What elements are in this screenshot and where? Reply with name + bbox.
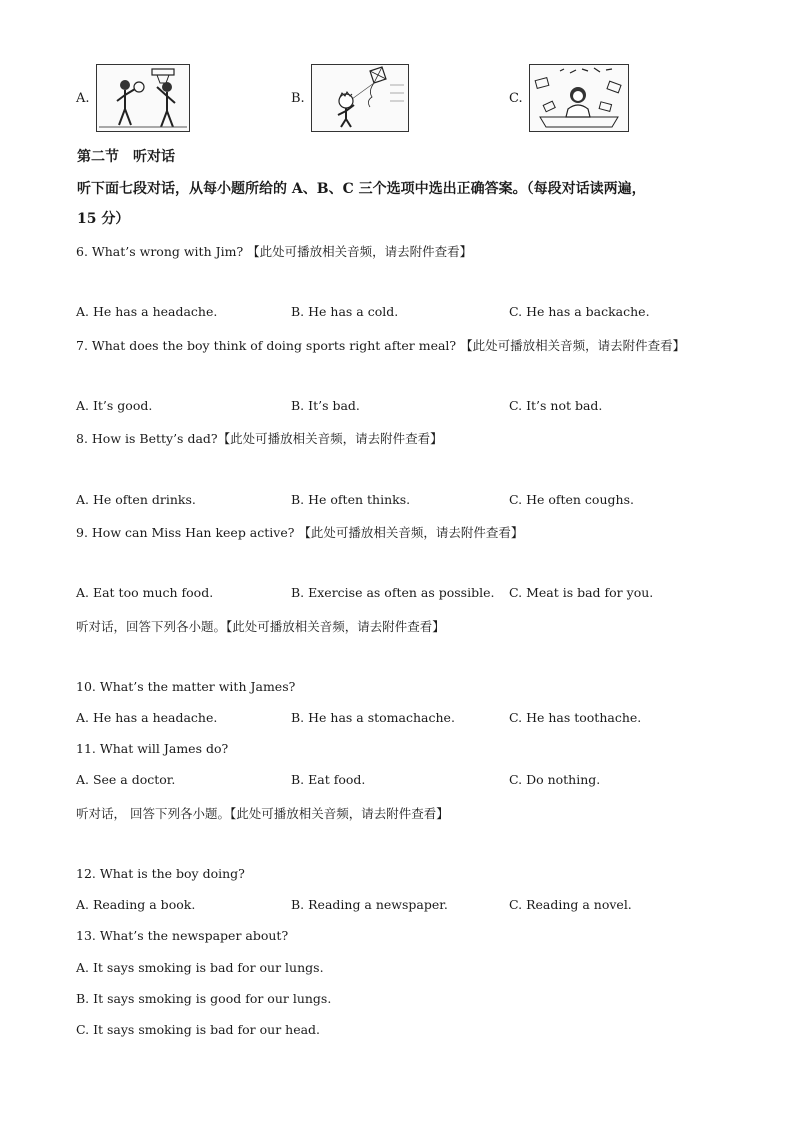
q13-option-c[interactable]: C. It says smoking is bad for our head. xyxy=(76,1022,321,1037)
q7-option-c[interactable]: C. It’s not bad. xyxy=(509,398,603,413)
q8-option-a[interactable]: A. He often drinks. xyxy=(76,492,196,507)
question-7: 7. What does the boy think of doing sports right after meal? 【此处可播放相关音频，请去附件查看】 xyxy=(76,338,686,353)
picture-options-row xyxy=(0,62,794,134)
q12-option-a[interactable]: A. Reading a book. xyxy=(76,897,196,912)
q9-option-b[interactable]: B. Exercise as often as possible. xyxy=(291,585,495,600)
q10-option-b[interactable]: B. He has a stomachache. xyxy=(291,710,455,725)
q11-option-a[interactable]: A. See a doctor. xyxy=(76,772,176,787)
q9-option-c[interactable]: C. Meat is bad for you. xyxy=(509,585,654,600)
q11-option-c[interactable]: C. Do nothing. xyxy=(509,772,601,787)
question-12: 12. What is the boy doing? xyxy=(76,866,245,881)
group2-intro: 听对话， 回答下列各小题。【此处可播放相关音频，请去附件查看】 xyxy=(76,806,449,821)
basketball-players-picture xyxy=(96,64,190,132)
q11-option-b[interactable]: B. Eat food. xyxy=(291,772,366,787)
section-instruction-line2: 15 分） xyxy=(77,211,130,227)
q9-option-a[interactable]: A. Eat too much food. xyxy=(76,585,214,600)
question-9: 9. How can Miss Han keep active? 【此处可播放相关音频，请去附件查看】 xyxy=(76,525,524,540)
section-instruction-line1: 听下面七段对话，从每小题所给的 A、B、C 三个选项中选出正确答案。（每段对话读两遍， xyxy=(77,181,646,197)
question-11: 11. What will James do? xyxy=(76,741,229,756)
question-13: 13. What’s the newspaper about? xyxy=(76,928,289,943)
q8-option-b[interactable]: B. He often thinks. xyxy=(291,492,411,507)
q8-option-c[interactable]: C. He often coughs. xyxy=(509,492,634,507)
q6-option-a[interactable]: A. He has a headache. xyxy=(76,304,218,319)
kite-flying-picture xyxy=(311,64,409,132)
question-10: 10. What’s the matter with James? xyxy=(76,679,296,694)
q6-option-b[interactable]: B. He has a cold. xyxy=(291,304,399,319)
group1-intro: 听对话，回答下列各小题。【此处可播放相关音频，请去附件查看】 xyxy=(76,619,445,634)
q13-option-a[interactable]: A. It says smoking is bad for our lungs. xyxy=(76,960,324,975)
q12-option-b[interactable]: B. Reading a newspaper. xyxy=(291,897,448,912)
section-title: 第二节 听对话 xyxy=(77,149,175,165)
q10-option-a[interactable]: A. He has a headache. xyxy=(76,710,218,725)
q7-option-b[interactable]: B. It’s bad. xyxy=(291,398,360,413)
picture-option-c[interactable] xyxy=(509,62,629,134)
messy-desk-picture xyxy=(529,64,629,132)
question-6: 6. What’s wrong with Jim? 【此处可播放相关音频，请去附件查看】 xyxy=(76,244,473,259)
q7-option-a[interactable]: A. It’s good. xyxy=(76,398,153,413)
q12-option-c[interactable]: C. Reading a novel. xyxy=(509,897,632,912)
option-a-label: A. xyxy=(76,90,90,106)
question-8: 8. How is Betty’s dad?【此处可播放相关音频，请去附件查看】 xyxy=(76,431,443,446)
q10-option-c[interactable]: C. He has toothache. xyxy=(509,710,642,725)
picture-option-a[interactable] xyxy=(76,62,190,134)
option-c-label: C. xyxy=(509,90,523,106)
picture-option-b[interactable] xyxy=(291,62,409,134)
q6-option-c[interactable]: C. He has a backache. xyxy=(509,304,650,319)
q13-option-b[interactable]: B. It says smoking is good for our lungs. xyxy=(76,991,332,1006)
option-b-label: B. xyxy=(291,90,305,106)
